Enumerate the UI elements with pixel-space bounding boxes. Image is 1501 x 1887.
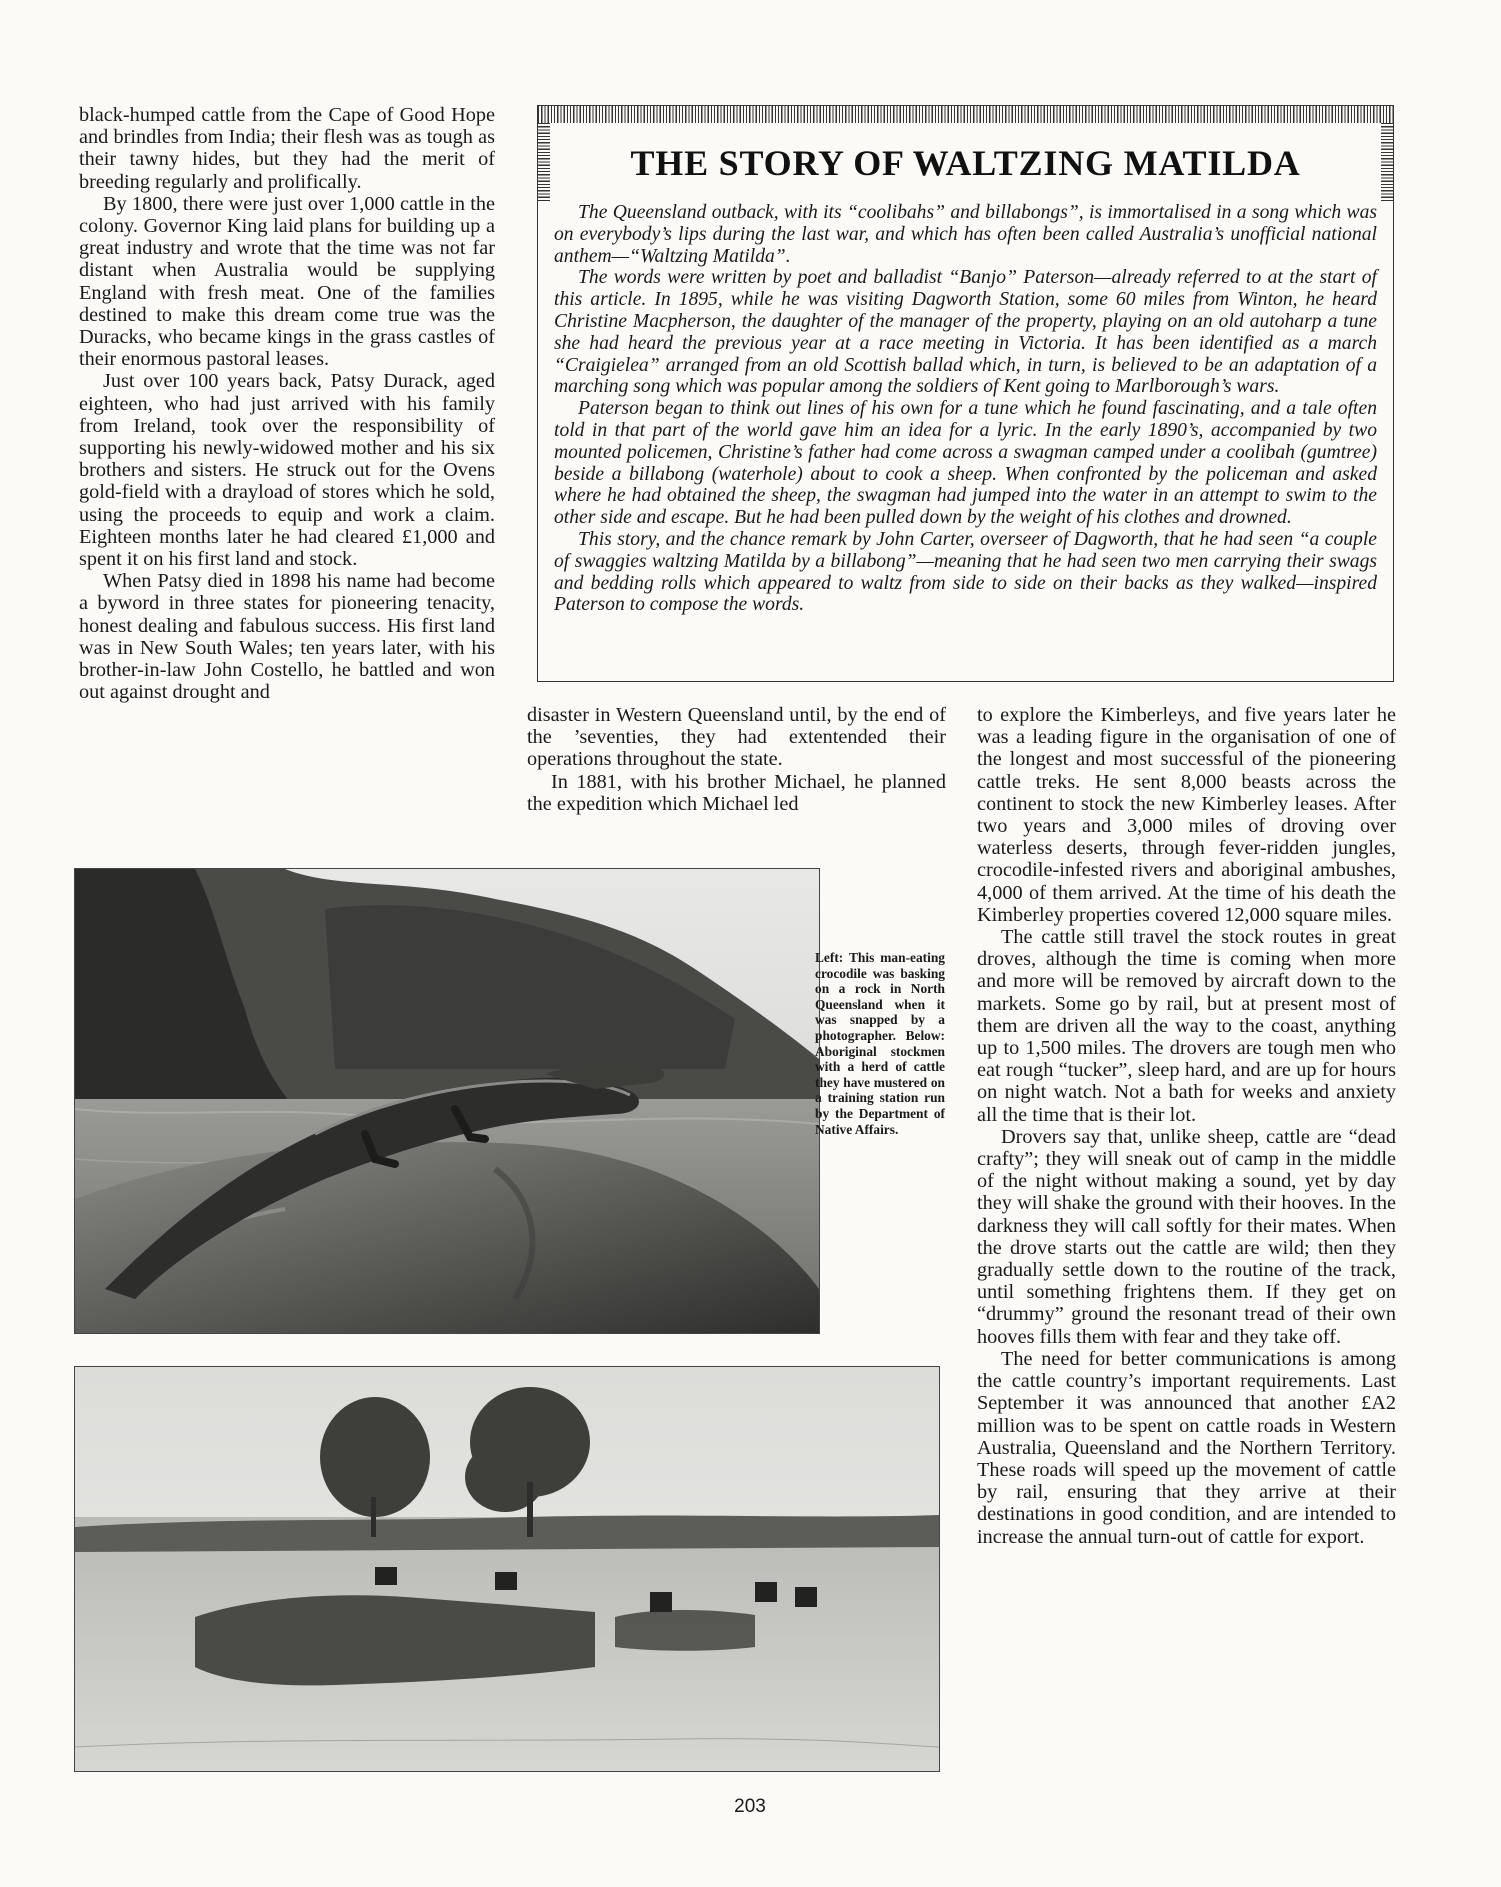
paragraph: By 1800, there were just over 1,000 cattle in the colony. Governor King laid plans for building up a great industry and wrote that the time was not far distant when Australia would be supplying England with fresh meat. One of the families destined to make this dream come true was the Duracks, who became kings in the grass castles of their enormous pastoral leases. [79,192,495,371]
paragraph: Just over 100 years back, Patsy Durack, aged eighteen, who had just arrived with his family from Ireland, took over the responsibility of supporting his newly-widowed mother and his six brothers and sisters. He struck out for the Ovens gold-field with a drayload of stores which he sold, using the proceeds to equip and work a claim. Eighteen months later he had cleared £1,000 and spent it on his first land and stock. [79,370,495,571]
paragraph: black-humped cattle from the Cape of Good Hope and brindles from India; their flesh was as tough as their tawny hides, but they had the merit of breeding regularly and prolifically. [79,104,495,193]
story-body [554,202,1377,616]
box-hatch-border [538,106,1393,123]
page-number: 203 [734,1796,766,1817]
box-hatch-border [1381,123,1393,201]
paragraph: This story, and the chance remark by John Carter, overseer of Dagworth, that he had seen “a couple of swaggies waltzing Matilda by a billabong”—meaning that he had seen two men carrying their swags and bedding rolls which appeared to waltz from side to side on their backs as they walked—inspired Paterson to compose the words. [554,528,1377,616]
paragraph: When Patsy died in 1898 his name had become a byword in three states for pioneering tenacity, honest dealing and fabulous success. His first land was in New South Wales; ten years later, with his brother-in-law John Costello, he battled and won out against drought and [79,570,495,704]
paragraph: The Queensland outback, with its “coolibahs” and billabongs”, is immortalised in a song which was on everybody’s lips during the last war, and which has often been called Australia’s unofficial national anthem—“Waltzing Matilda”. [554,202,1377,267]
paragraph: The need for better communications is among the cattle country’s important requirements. Last September it was announced that another £A2 million was to be spent on cattle roads in Western Australia, Queensland and the Northern Territory. These roads will speed up the movement of cattle by rail, ensuring that they arrive at their destinations in good condition, and are intended to increase the annual turn-out of cattle for export. [977,1347,1396,1548]
paragraph: The words were written by poet and balladist “Banjo” Paterson—already referred to at the start of this article. In 1895, while he was visiting Dagworth Station, some 60 miles from Winton, he heard Christine Macpherson, the daughter of the manager of the property, playing on an old autoharp a tune she had heard the previous year at a race meeting in Victoria. It has been identified as a march “Craigielea” arranged from an old Scottish ballad which, in turn, is believed to be an adaptation of a marching song which was popular among the soldiers of Kent going to Marlborough’s wars. [554,267,1377,398]
story-title: THE STORY OF WALTZING MATILDA [630,143,1301,183]
story-box [537,105,1394,682]
middle-column [527,704,946,815]
paragraph: In 1881, with his brother Michael, he planned the expedition which Michael led [527,770,946,815]
right-column [977,704,1396,1548]
cattle-photo [74,1366,940,1772]
photo-caption: Left: This man-eating crocodile was basking on a rock in North Queensland when it was snapped by a photographer. Below: Aboriginal stockmen with a herd of cattle they have mustered on a training station run by the Department of Native Affairs. [815,950,945,1137]
paragraph: Paterson began to think out lines of his own for a tune which he found fascinating, and a tale often told in that part of the world gave him an idea for a lyric. In the early 1890’s, accompanied by two mounted policemen, Christine’s father had come across a swagman camped under a coolibah (gumtree) beside a billabong (waterhole) about to cook a sheep. When confronted by the policeman and asked where he had obtained the sheep, the swagman had jumped into the water in an attempt to swim to the other side and escape. But he had been pulled down by the weight of his clothes and drowned. [554,398,1377,529]
paragraph: disaster in Western Queensland until, by the end of the ’seventies, they had extentended their operations throughout the state. [527,704,946,771]
box-hatch-border [538,123,550,201]
paragraph: The cattle still travel the stock routes in great droves, although the time is coming when more and more will be removed by aircraft down to the markets. Some go by rail, but at present most of them are driven all the way to the coast, anything up to 1,500 miles. The drovers are tough men who eat rough “tucker”, sleep hard, and are up for hours on night watch. Not a bath for weeks and anxiety all the time that is their lot. [977,926,1396,1126]
paragraph: Drovers say that, unlike sheep, cattle are “dead crafty”; they will sneak out of camp in the middle of the night without making a sound, yet by day they will shake the ground with their hooves. In the darkness they will call softly for their mates. When the drove starts out the cattle are wild; then they gradually settle down to the routine of the track, until something frightens them. If they get on “drummy” ground the resonant tread of their own hooves fills them with fear and they take off. [977,1125,1396,1348]
paragraph: to explore the Kimberleys, and five years later he was a leading figure in the organisation of one of the longest and most successful of the pioneering cattle treks. He sent 8,000 beasts across the continent to stock the new Kimberley leases. After two years and 3,000 miles of droving over waterless deserts, through fever-ridden jungles, crocodile-infested rivers and aboriginal ambushes, 4,000 of them arrived. At the time of his death the Kimberley properties covered 12,000 square miles. [977,704,1396,926]
crocodile-photo [74,868,820,1334]
left-column [79,104,495,703]
